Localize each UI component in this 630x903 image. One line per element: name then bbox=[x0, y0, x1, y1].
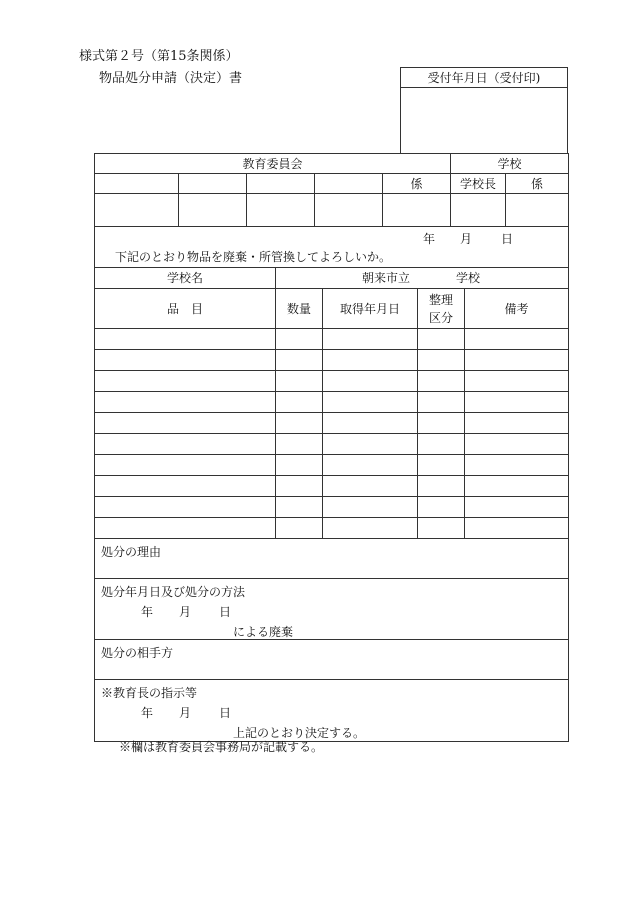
remarks-header: 備考 bbox=[465, 289, 569, 329]
remarks-cell[interactable] bbox=[465, 329, 569, 350]
quantity-cell[interactable] bbox=[276, 497, 323, 518]
seal-cell[interactable] bbox=[506, 194, 569, 227]
acquired-date-cell[interactable] bbox=[323, 455, 418, 476]
quantity-cell[interactable] bbox=[276, 392, 323, 413]
quantity-header: 数量 bbox=[276, 289, 323, 329]
acquired-date-cell[interactable] bbox=[323, 371, 418, 392]
quantity-cell[interactable] bbox=[276, 350, 323, 371]
board-seal-header bbox=[179, 174, 247, 194]
category-header-line2: 区分 bbox=[428, 310, 453, 325]
acquired-date-cell[interactable] bbox=[323, 497, 418, 518]
form-number: 様式第２号（第15条関係） bbox=[79, 49, 239, 64]
item-row bbox=[95, 350, 569, 371]
disposal-method-text: による廃棄 bbox=[233, 625, 294, 639]
receipt-box bbox=[400, 67, 568, 154]
disposal-month: 月 bbox=[179, 605, 192, 619]
request-statement: 下記のとおり物品を廃棄・所管換してよろしいか。 bbox=[115, 250, 392, 264]
disposal-reason-cell[interactable] bbox=[95, 539, 569, 579]
remarks-cell[interactable] bbox=[465, 413, 569, 434]
superintendent-cell[interactable] bbox=[95, 680, 569, 742]
remarks-cell[interactable] bbox=[465, 371, 569, 392]
request-year: 年 bbox=[423, 232, 436, 246]
superintendent-month: 月 bbox=[179, 706, 192, 720]
counterparty-cell[interactable] bbox=[95, 640, 569, 680]
category-cell[interactable] bbox=[418, 434, 465, 455]
request-day: 日 bbox=[501, 232, 514, 246]
remarks-cell[interactable] bbox=[465, 497, 569, 518]
principal-label: 学校長 bbox=[451, 174, 506, 194]
category-cell[interactable] bbox=[418, 413, 465, 434]
item-row bbox=[95, 434, 569, 455]
footnote: ※欄は教育委員会事務局が記載する。 bbox=[119, 740, 324, 754]
item-row bbox=[95, 371, 569, 392]
quantity-cell[interactable] bbox=[276, 455, 323, 476]
quantity-cell[interactable] bbox=[276, 434, 323, 455]
item-cell[interactable] bbox=[95, 434, 276, 455]
school-label: 学校 bbox=[451, 154, 569, 174]
seal-cell[interactable] bbox=[451, 194, 506, 227]
acquired-date-cell[interactable] bbox=[323, 413, 418, 434]
category-header-line1: 整理 bbox=[428, 292, 453, 307]
item-cell[interactable] bbox=[95, 329, 276, 350]
category-cell[interactable] bbox=[418, 392, 465, 413]
acquired-date-cell[interactable] bbox=[323, 518, 418, 539]
item-cell[interactable] bbox=[95, 350, 276, 371]
counterparty-label: 処分の相手方 bbox=[101, 646, 174, 660]
item-row bbox=[95, 329, 569, 350]
decision-text: 上記のとおり決定する。 bbox=[233, 726, 366, 740]
seal-cell[interactable] bbox=[315, 194, 383, 227]
request-month: 月 bbox=[460, 232, 473, 246]
request-table bbox=[94, 226, 569, 742]
superintendent-year: 年 bbox=[141, 706, 154, 720]
disposal-method-label: 処分年月日及び処分の方法 bbox=[101, 585, 246, 599]
seal-cell[interactable] bbox=[383, 194, 451, 227]
disposal-year: 年 bbox=[141, 605, 154, 619]
acquired-date-cell[interactable] bbox=[323, 434, 418, 455]
quantity-cell[interactable] bbox=[276, 413, 323, 434]
item-cell[interactable] bbox=[95, 476, 276, 497]
school-name-label: 学校名 bbox=[95, 268, 276, 289]
acquired-date-header: 取得年月日 bbox=[323, 289, 418, 329]
quantity-cell[interactable] bbox=[276, 371, 323, 392]
category-cell[interactable] bbox=[418, 497, 465, 518]
item-cell[interactable] bbox=[95, 392, 276, 413]
item-row bbox=[95, 413, 569, 434]
disposal-reason-label: 処分の理由 bbox=[101, 545, 162, 559]
board-seal-header bbox=[315, 174, 383, 194]
item-row bbox=[95, 392, 569, 413]
item-cell[interactable] bbox=[95, 518, 276, 539]
remarks-cell[interactable] bbox=[465, 350, 569, 371]
remarks-cell[interactable] bbox=[465, 455, 569, 476]
acquired-date-cell[interactable] bbox=[323, 392, 418, 413]
category-header bbox=[418, 289, 465, 329]
receipt-stamp-area[interactable] bbox=[401, 88, 568, 154]
school-kakari-label: 係 bbox=[506, 174, 569, 194]
board-of-education-label: 教育委員会 bbox=[95, 154, 451, 174]
item-header: 品 目 bbox=[95, 289, 276, 329]
quantity-cell[interactable] bbox=[276, 476, 323, 497]
item-row bbox=[95, 518, 569, 539]
school-suffix: 学校 bbox=[456, 271, 481, 285]
acquired-date-cell[interactable] bbox=[323, 476, 418, 497]
board-seal-header bbox=[95, 174, 179, 194]
seal-cell[interactable] bbox=[179, 194, 247, 227]
approval-table bbox=[94, 153, 569, 227]
item-row bbox=[95, 455, 569, 476]
board-seal-header bbox=[247, 174, 315, 194]
item-row bbox=[95, 476, 569, 497]
seal-cell[interactable] bbox=[95, 194, 179, 227]
acquired-date-cell[interactable] bbox=[323, 350, 418, 371]
item-rows bbox=[95, 329, 569, 539]
item-cell[interactable] bbox=[95, 497, 276, 518]
request-statement-cell bbox=[95, 227, 569, 268]
disposal-day: 日 bbox=[219, 605, 232, 619]
category-cell[interactable] bbox=[418, 329, 465, 350]
item-cell[interactable] bbox=[95, 455, 276, 476]
item-cell[interactable] bbox=[95, 413, 276, 434]
document-title: 物品処分申請（決定）書 bbox=[99, 71, 243, 86]
quantity-cell[interactable] bbox=[276, 329, 323, 350]
school-name-field[interactable] bbox=[276, 268, 569, 289]
remarks-cell[interactable] bbox=[465, 434, 569, 455]
remarks-cell[interactable] bbox=[465, 392, 569, 413]
superintendent-label: ※教育長の指示等 bbox=[101, 686, 198, 700]
category-cell[interactable] bbox=[418, 518, 465, 539]
remarks-cell[interactable] bbox=[465, 518, 569, 539]
item-cell[interactable] bbox=[95, 371, 276, 392]
kakari-label: 係 bbox=[383, 174, 451, 194]
remarks-cell[interactable] bbox=[465, 476, 569, 497]
superintendent-day: 日 bbox=[219, 706, 232, 720]
category-cell[interactable] bbox=[418, 371, 465, 392]
item-row bbox=[95, 497, 569, 518]
seal-cell[interactable] bbox=[247, 194, 315, 227]
category-cell[interactable] bbox=[418, 350, 465, 371]
quantity-cell[interactable] bbox=[276, 518, 323, 539]
receipt-label: 受付年月日（受付印) bbox=[401, 68, 568, 88]
category-cell[interactable] bbox=[418, 476, 465, 497]
acquired-date-cell[interactable] bbox=[323, 329, 418, 350]
category-cell[interactable] bbox=[418, 455, 465, 476]
disposal-method-cell[interactable] bbox=[95, 579, 569, 640]
school-city-prefix: 朝来市立 bbox=[362, 271, 411, 285]
